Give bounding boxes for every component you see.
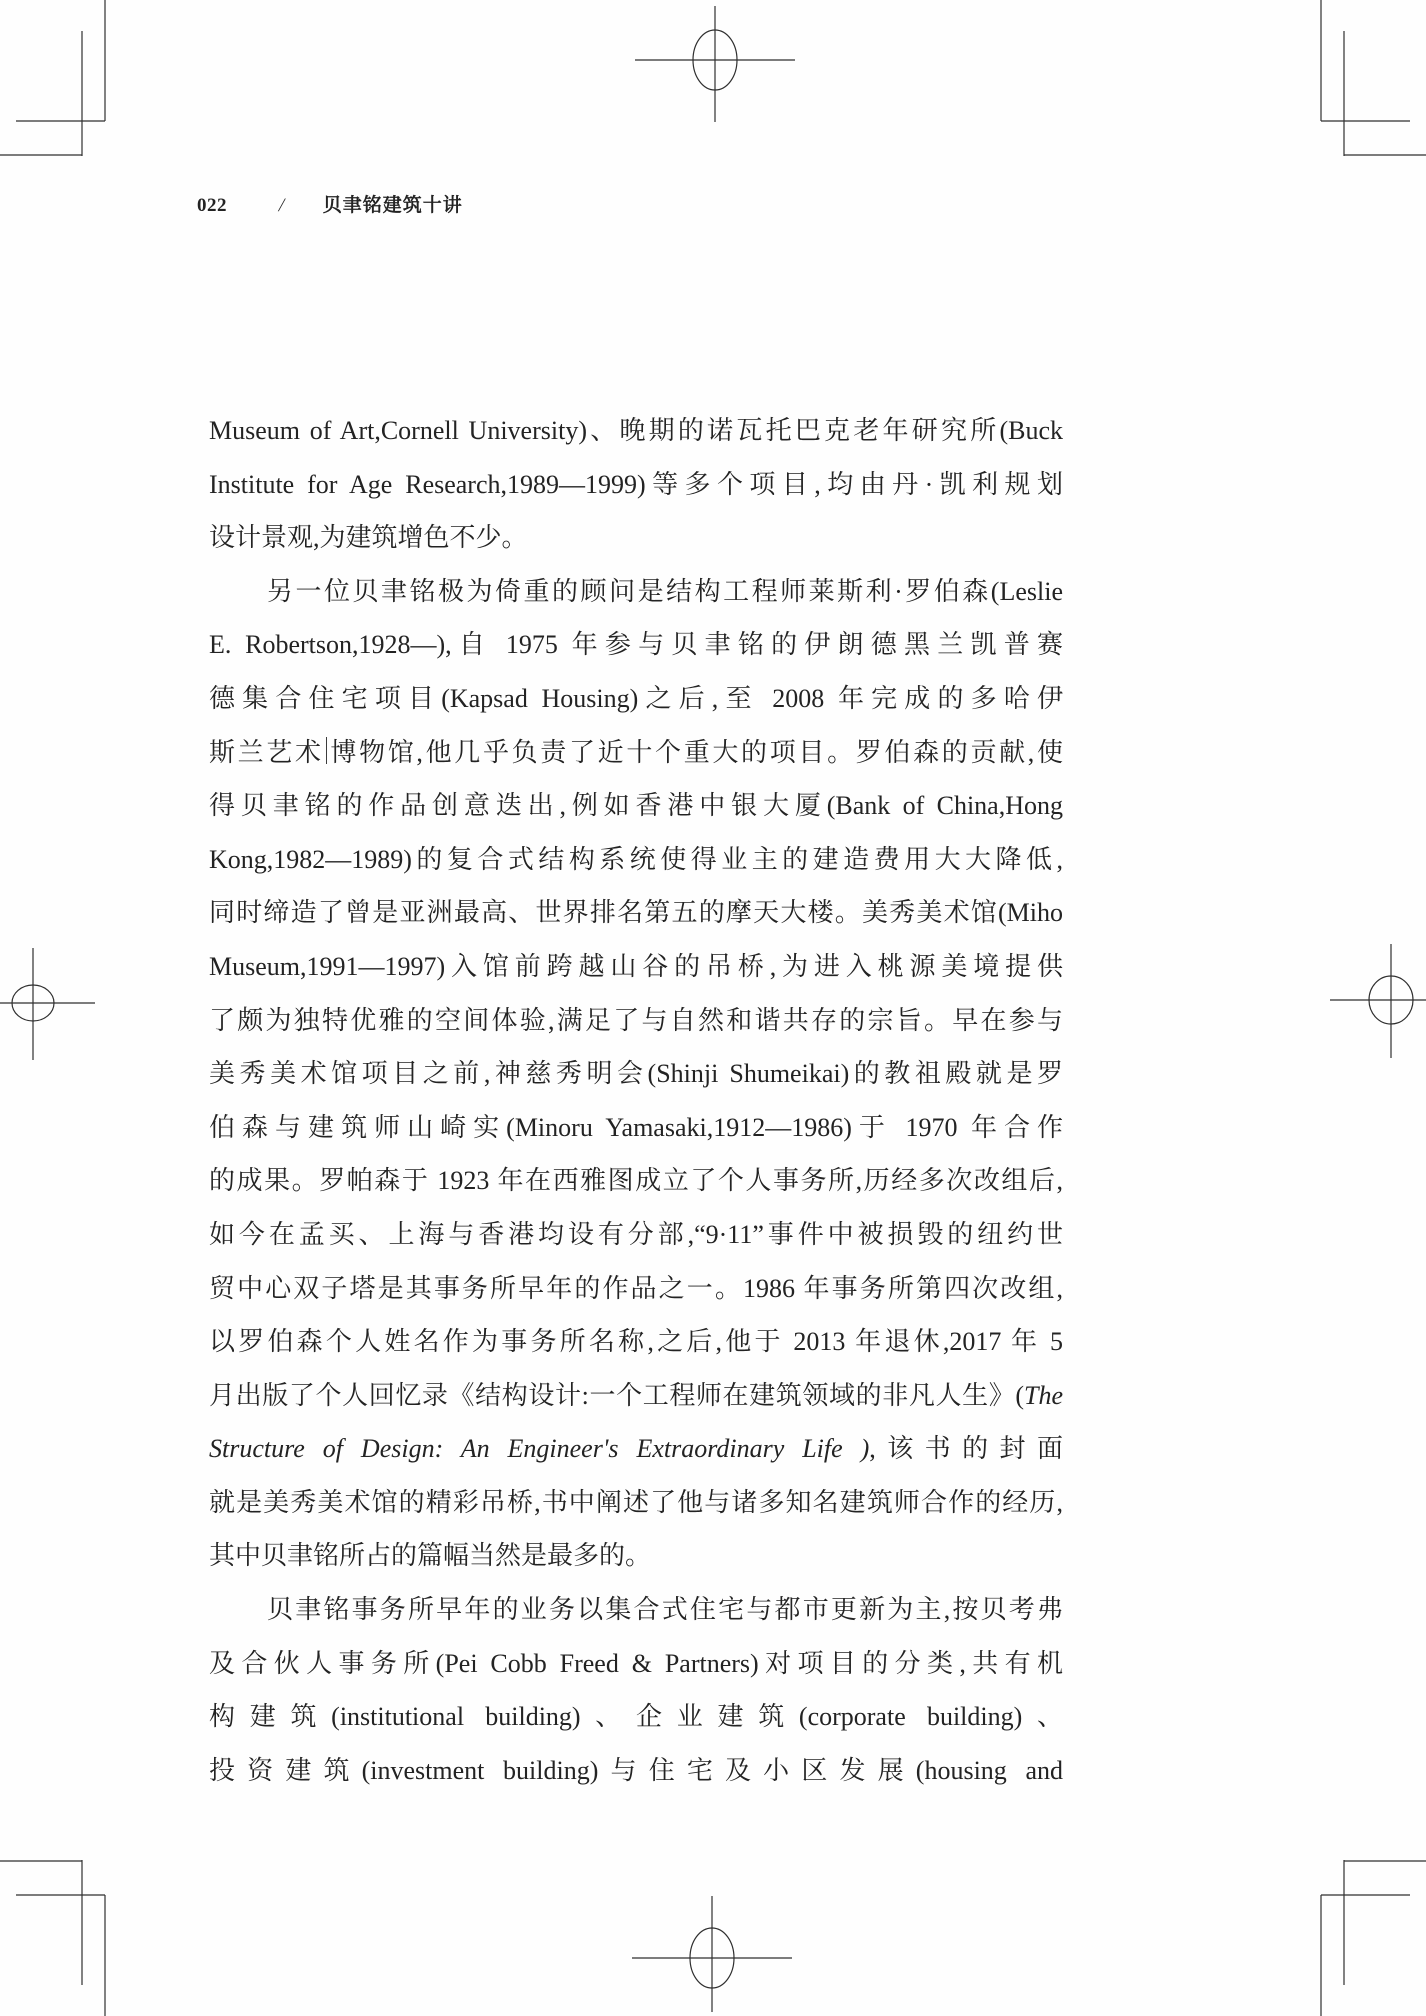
text-segment: 就是美秀美术馆的精彩吊桥,书中阐述了他与诸多知名建筑师合作的经历,	[209, 1487, 1063, 1517]
text-segment: 及合伙人事务所(Pei Cobb Freed & Partners)对项目的分类,共有机	[209, 1648, 1063, 1678]
text-segment: 斯兰艺术	[209, 737, 324, 767]
text-line	[209, 1476, 1063, 1530]
text-line	[209, 779, 1063, 833]
trim-mark-top-left	[0, 0, 105, 156]
text-line	[209, 1637, 1063, 1691]
text-segment: 的成果。罗帕森于 1923 年在西雅图成立了个人事务所,历经多次改组后,	[209, 1166, 1063, 1196]
text-segment: 构建筑(institutional building)、企业建筑(corporate building)、	[209, 1702, 1063, 1732]
text-line	[209, 940, 1063, 994]
text-line	[209, 404, 1063, 458]
text-line	[209, 672, 1063, 726]
text-segment: 投资建筑(investment building)与住宅及小区发展(housing and	[209, 1755, 1063, 1785]
text-line	[209, 1744, 1063, 1798]
text-line	[209, 1101, 1063, 1155]
text-segment: ,该书的封面	[869, 1434, 1063, 1464]
registration-target-left-middle	[0, 948, 95, 1060]
book-title: 贝聿铭建筑十讲	[322, 195, 463, 216]
text-segment: Museum,1991—1997)入馆前跨越山谷的吊桥,为进入桃源美境提供	[209, 951, 1063, 981]
text-line	[209, 1369, 1063, 1423]
text-segment: 德集合住宅项目(Kapsad Housing)之后,至 2008 年完成的多哈伊	[209, 683, 1063, 713]
registration-target-bottom-center	[632, 1896, 792, 2012]
text-segment: 博物馆,他几乎负责了近十个重大的项目。罗伯森的贡献,使	[327, 737, 1063, 767]
page-number: 022	[197, 195, 227, 216]
scan-artifact-bar	[326, 737, 327, 764]
text-line	[209, 1529, 1063, 1583]
text-line	[209, 1208, 1063, 1262]
italic-text-segment: Structure of Design: An Engineer's Extraordinary Life )	[209, 1434, 870, 1464]
text-segment: Kong,1982—1989)的复合式结构系统使得业主的建造费用大大降低,	[209, 844, 1063, 874]
header-separator: /	[276, 195, 288, 216]
body-text	[209, 404, 1063, 1797]
running-header	[197, 190, 463, 217]
text-line	[209, 994, 1063, 1048]
text-line	[209, 1422, 1063, 1476]
text-segment: 另一位贝聿铭极为倚重的顾问是结构工程师莱斯利·罗伯森(Leslie	[267, 576, 1063, 606]
text-segment: E. Robertson,1928—),自 1975 年参与贝聿铭的伊朗德黑兰凯普赛	[209, 630, 1063, 660]
text-segment: 伯森与建筑师山崎实(Minoru Yamasaki,1912—1986)于 1970 年合作	[209, 1112, 1063, 1142]
text-line	[209, 1154, 1063, 1208]
italic-text-segment: The	[1024, 1380, 1063, 1410]
registration-target-right-middle	[1330, 944, 1426, 1058]
text-line	[209, 1315, 1063, 1369]
trim-mark-bottom-left	[0, 1860, 105, 2016]
text-segment: 月出版了个人回忆录《结构设计:一个工程师在建筑领域的非凡人生》(	[209, 1380, 1024, 1410]
text-segment: 贸中心双子塔是其事务所早年的作品之一。1986 年事务所第四次改组,	[209, 1273, 1063, 1303]
text-line	[209, 833, 1063, 887]
text-line	[209, 511, 1063, 565]
text-line	[209, 726, 1063, 780]
text-line	[209, 1583, 1063, 1637]
text-segment: 贝聿铭事务所早年的业务以集合式住宅与都市更新为主,按贝考弗	[267, 1595, 1063, 1625]
text-segment: 得贝聿铭的作品创意迭出,例如香港中银大厦(Bank of China,Hong	[209, 791, 1063, 821]
text-segment: 设计景观,为建筑增色不少。	[209, 523, 528, 553]
text-segment: Institute for Age Research,1989—1999)等多个项目,均由丹·凯利规划	[209, 469, 1063, 499]
text-line	[209, 458, 1063, 512]
text-line	[209, 565, 1063, 619]
registration-target-top-center	[635, 6, 795, 122]
text-segment: 其中贝聿铭所占的篇幅当然是最多的。	[209, 1541, 652, 1571]
text-segment: 了颇为独特优雅的空间体验,满足了与自然和谐共存的宗旨。早在参与	[209, 1005, 1063, 1035]
trim-mark-bottom-right	[1321, 1860, 1426, 2016]
text-segment: 如今在孟买、上海与香港均设有分部,“9·11”事件中被损毁的纽约世	[209, 1219, 1063, 1249]
trim-mark-top-right	[1321, 0, 1426, 156]
text-segment: 美秀美术馆项目之前,神慈秀明会(Shinji Shumeikai)的教祖殿就是罗	[209, 1059, 1063, 1089]
text-line	[209, 1047, 1063, 1101]
text-line	[209, 1262, 1063, 1316]
text-line	[209, 1690, 1063, 1744]
text-line	[209, 886, 1063, 940]
text-segment: 同时缔造了曾是亚洲最高、世界排名第五的摩天大楼。美秀美术馆(Miho	[209, 898, 1063, 928]
text-segment: Museum of Art,Cornell University)、晚期的诺瓦托巴克老年研究所(Buck	[209, 416, 1063, 445]
text-segment: 以罗伯森个人姓名作为事务所名称,之后,他于 2013 年退休,2017 年 5	[209, 1327, 1063, 1357]
text-line	[209, 618, 1063, 672]
